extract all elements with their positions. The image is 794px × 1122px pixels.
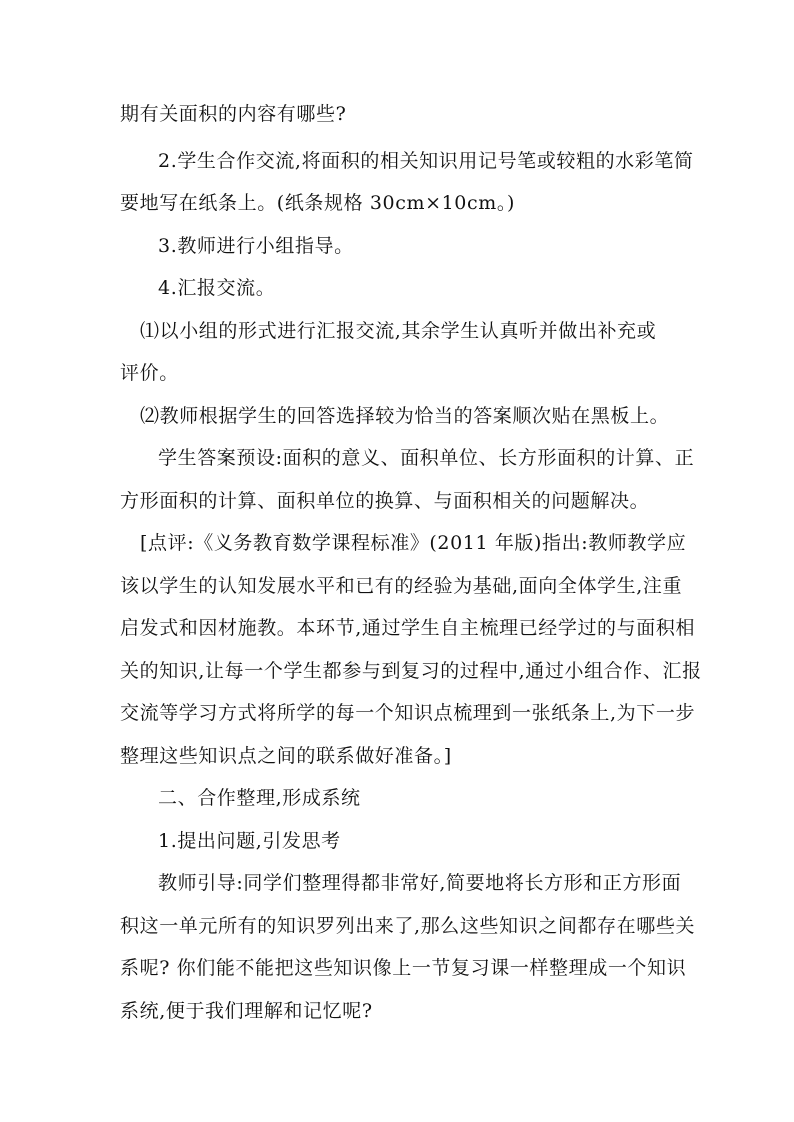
text-line: 2.学生合作交流,将面积的相关知识用记号笔或较粗的水彩笔简 [158,150,694,172]
text-line: ⑴以小组的形式进行汇报交流,其余学生认真听并做出补充或 [140,320,657,342]
text-line: 关的知识,让每一个学生都参与到复习的过程中,通过小组合作、汇报 [120,660,702,682]
text-line: 整理这些知识点之间的联系做好准备。] [120,745,452,767]
subsection-heading: 1.提出问题,引发思考 [158,830,341,852]
text-line: 评价。 [120,362,179,384]
section-heading: 二、合作整理,形成系统 [158,787,361,809]
text-line: 积这一单元所有的知识罗列出来了,那么这些知识之间都存在哪些关 [120,915,696,937]
text-line: 4.汇报交流。 [158,277,276,299]
text-line: ⑵教师根据学生的回答选择较为恰当的答案顺次贴在黑板上。 [140,405,670,427]
text-line: 方形面积的计算、面积单位的换算、与面积相关的问题解决。 [120,490,650,512]
text-line: [点评:《义务教育数学课程标准》(2011 年版)指出:教师教学应 [140,532,687,554]
text-line: 要地写在纸条上。(纸条规格 30cm×10cm。) [120,192,515,214]
text-line: 学生答案预设:面积的意义、面积单位、长方形面积的计算、正 [158,447,695,469]
text-line: 教师引导:同学们整理得都非常好,简要地将长方形和正方形面 [158,872,682,894]
text-line: 期有关面积的内容有哪些? [120,103,347,125]
text-line: 系呢? 你们能不能把这些知识像上一节复习课一样整理成一个知识 [120,957,687,979]
text-line: 该以学生的认知发展水平和已有的经验为基础,面向全体学生,注重 [120,575,683,597]
text-line: 系统,便于我们理解和记忆呢? [120,1000,373,1022]
text-line: 3.教师进行小组指导。 [158,235,354,257]
text-line: 启发式和因材施教。本环节,通过学生自主梳理已经学过的与面积相 [120,617,696,639]
text-line: 交流等学习方式将所学的每一个知识点梳理到一张纸条上,为下一步 [120,702,696,724]
